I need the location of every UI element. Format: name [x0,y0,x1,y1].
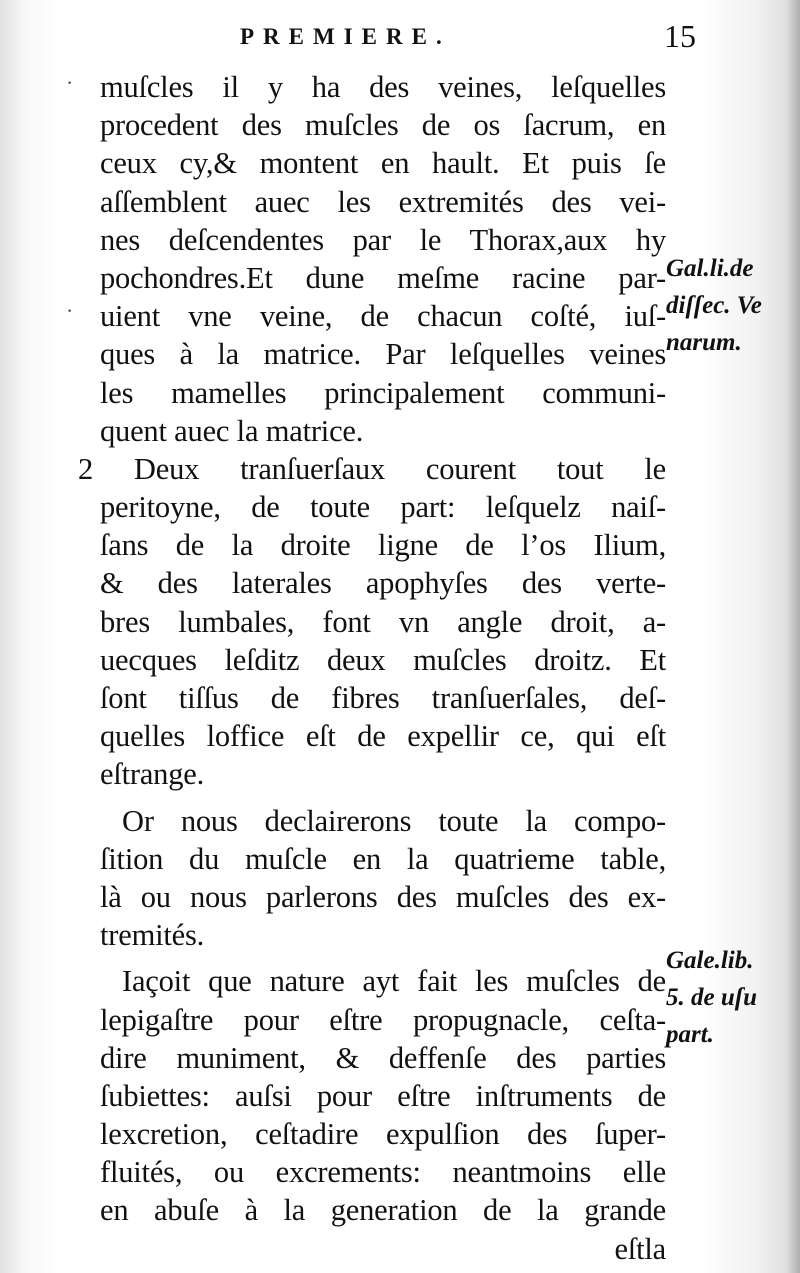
text-line: fluités, ou excrements: neantmoins elle [100,1155,666,1190]
running-head: PREMIERE. [240,24,451,49]
text-line: ſition du muſcle en la quatrieme table, [100,841,666,876]
text-line: ceux cy,& montent en hault. Et puis ſe [100,146,666,181]
paragraph [100,802,666,955]
marginal-line: Gale.lib. [666,947,754,974]
text-line: eſtrange. [100,757,205,792]
text-line: nes deſcendentes par le Thorax,aux hy [100,222,666,257]
text-line: Or nous declairerons toute la compo- [122,803,666,838]
text-line: uecques leſditz deux muſcles droitz. Et [100,642,666,677]
text-line: 2 Deux tranſuerſaux courent tout le [78,451,666,486]
text-line: muſcles il y ha des veines, leſquelles [100,70,666,104]
text-line: lexcretion, ceſtadire expulſion des ſuper- [100,1117,666,1152]
margin-dot-mark: · [66,70,74,95]
text-line: quelles loffice eſt de expellir ce, qui eſt [100,719,666,754]
text-line: ſont tiſſus de fibres tranſuerſales, deſ- [100,681,666,715]
text-line: peritoyne, de toute part: leſquelz naiſ- [100,490,666,525]
text-line: Iaçoit que nature ayt fait les muſcles de [122,964,666,999]
text-line: uient vne veine, de chacun coſté, iuſ- [100,299,666,334]
catchword: eſtla [614,1231,666,1266]
marginal-note [666,250,796,361]
text-line: & des laterales apophyſes des verte- [100,566,666,601]
text-line: tremités. [100,918,205,953]
text-line: bres lumbales, font vn angle droit, a- [100,604,666,639]
paragraph [100,68,666,450]
marginal-line: part. [666,1021,714,1048]
paragraph [78,450,666,794]
text-line: là ou nous parlerons des muſcles des ex- [100,879,666,914]
marginal-line: narum. [666,329,742,356]
page-edge-shadow [786,0,800,1273]
text-line: en abuſe à la generation de la grande [100,1193,666,1228]
marginal-line: Gal.li.de [666,255,754,282]
text-line: ques à la matrice. Par leſquelles veines [100,337,666,372]
text-line: ſans de la droite ligne de l’os Ilium, [100,528,666,563]
marginal-line: 5. de uſu [666,984,757,1011]
text-line: dire muniment, & deffenſe des parties [100,1040,666,1075]
text-line: lepigaſtre pour eſtre propugnacle, ceſta- [100,1002,666,1037]
paragraph [100,962,666,1229]
text-line: quent auec la matrice. [100,413,364,448]
margin-dot-mark: · [66,298,74,323]
marginal-line: diſſec. Ve [666,292,762,319]
page-number: 15 [664,18,696,54]
text-line: ſubiettes: auſsi pour eſtre inſtruments de [100,1078,666,1113]
text-line: aſſemblent auec les extremités des vei- [100,184,666,219]
marginal-note [666,942,796,1053]
page-header [0,14,800,58]
text-line: procedent des muſcles de os ſacrum, en [100,108,666,143]
text-line: les mamelles principalement communi- [100,375,666,410]
text-line: pochondres.Et dune meſme racine par- [100,260,666,295]
main-text-block [78,68,666,1268]
